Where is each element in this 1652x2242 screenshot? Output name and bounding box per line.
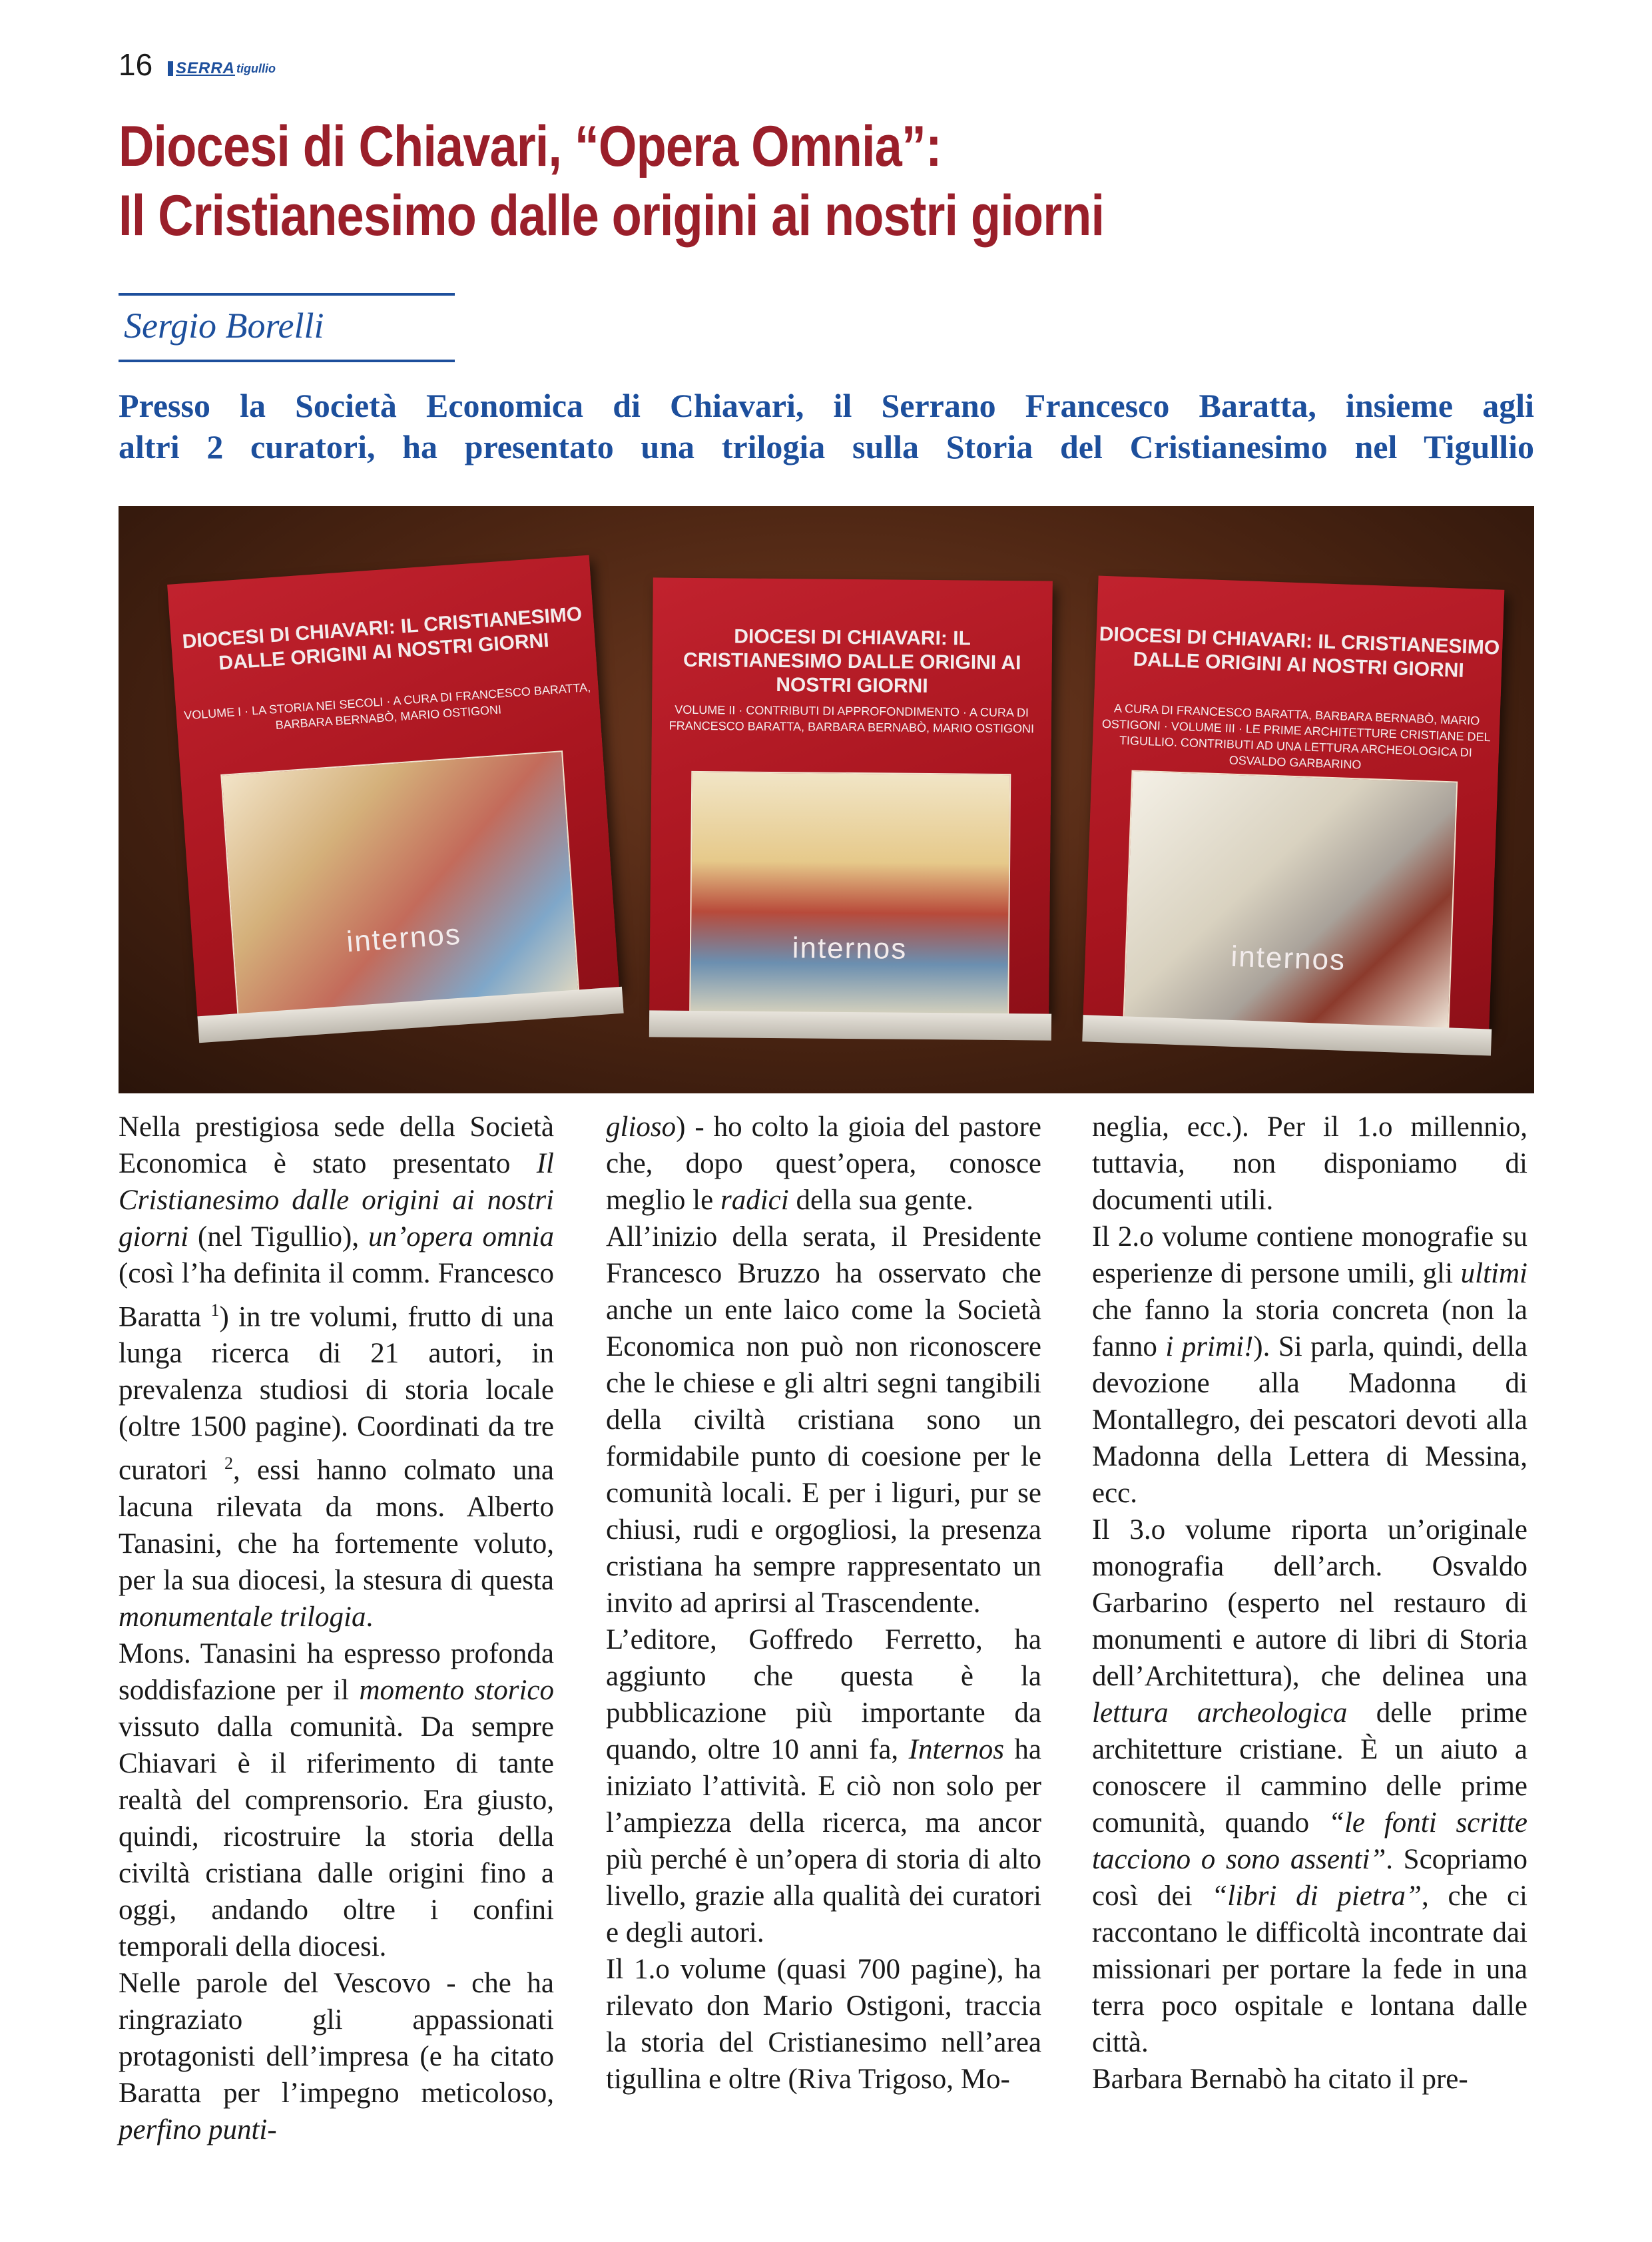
text-run: ha iniziato l’attività. E ciò non solo per l’ampiezza della ricerca, ma ancor più perché è un’opera di storia di alto livello, grazie alla qualità dei curatori e degli autori. — [606, 1734, 1041, 1948]
paragraph — [606, 1109, 1041, 1219]
text-run: neglia, ecc.). Per il 1.o millennio, tuttavia, non disponiamo di documenti utili. — [1092, 1111, 1527, 1216]
book-2-subtitle: VOLUME II · CONTRIBUTI DI APPROFONDIMENTO · A CURA DI FRANCESCO BARATTA, BARBARA BERNABÒ, MARIO OSTIGONI — [669, 702, 1035, 736]
book-3-subtitle: A CURA DI FRANCESCO BARATTA, BARBARA BERNABÒ, MARIO OSTIGONI · VOLUME III · LE PRIME ARCHITETTURE CRISTIANE DEL TIGULLIO. CONTRIBUTI AD UNA LETTURA ARCHEOLOGICA DI OSVALDO GARBARINO — [1101, 701, 1491, 772]
logo-mark-icon — [168, 61, 173, 76]
book-3-publisher: internos — [1230, 940, 1346, 977]
body-column-2 — [606, 1109, 1041, 2098]
italic-text: Il Cristianesimo dalle origini ai nostri giorni — [119, 1148, 554, 1253]
text-run: . — [366, 1601, 374, 1633]
footnote-ref: 2 — [224, 1454, 233, 1474]
body-column-3 — [1092, 1109, 1527, 2098]
book-3-cover-art — [1123, 770, 1458, 1037]
paragraph — [119, 1635, 554, 1965]
text-run: All’inizio della serata, il Presidente Francesco Bruzzo ha osservato che anche un ente laico come la Società Economica non può non riconoscere che le chiese e gli altri segni tangibili della civiltà cristiana sono un formidabile punto di coesione per le comunità locali. E per i liguri, pur se chiusi, rudi e orgogliosi, la presenza cristiana ha sempre rappresentato un invito ad aprirsi al Trascendente. — [606, 1221, 1041, 1619]
book-3-title: DIOCESI DI CHIAVARI: IL CRISTIANESIMO DALLE ORIGINI AI NOSTRI GIORNI — [1099, 623, 1500, 682]
author-rule-bottom — [119, 360, 455, 362]
text-run: Mons. Tanasini ha espresso profonda soddisfazione per il — [119, 1637, 554, 1706]
italic-text: un’opera omnia — [368, 1221, 555, 1253]
text-run: Barbara Bernabò ha citato il pre- — [1092, 2064, 1468, 2095]
article-author: Sergio Borelli — [124, 306, 324, 346]
book-1-title: DIOCESI DI CHIAVARI: IL CRISTIANESIMO DALLE ORIGINI AI NOSTRI GIORNI — [181, 603, 583, 675]
lead-line-2: altri 2 curatori, ha presentato una trilogia sulla Storia del Cristianesimo nel Tigullio — [119, 428, 1534, 465]
italic-text: “le fonti scritte tacciono o sono assenti” — [1092, 1807, 1527, 1875]
paragraph — [119, 1965, 554, 2148]
italic-text: monumentale trilogia — [119, 1601, 366, 1633]
text-run: . Scopriamo così dei — [1092, 1844, 1527, 1912]
magazine-logo — [168, 57, 281, 80]
text-run: ) in tre volumi, frutto di una lunga ricerca di 21 autori, in prevalenza studiosi di storia locale (oltre 1500 pagine). Coordinati da tre curatori — [119, 1301, 554, 1486]
text-run: , che ci raccontano le difficoltà incontrate dai missionari per portare la fede in una terra poco ospitale e lontana dalle città. — [1092, 1880, 1527, 2058]
italic-text: momento storico — [359, 1674, 554, 1706]
text-run: ) - ho colto la gioia del pastore che, dopo quest’opera, conosce meglio le — [606, 1111, 1041, 1216]
books-photo — [119, 506, 1534, 1093]
logo-text-serra: SERRA — [176, 59, 236, 77]
text-run: Il 1.o volume (quasi 700 pagine), ha rilevato don Mario Ostigoni, traccia la storia del Cristianesimo nell’area tigullina e oltre (Riva Trigoso, Mo- — [606, 1954, 1041, 2095]
paragraph — [606, 1951, 1041, 2098]
italic-text: ultimi — [1460, 1258, 1527, 1289]
paragraph — [1092, 1109, 1527, 1219]
text-run: Il 2.o volume contiene monografie su esperienze di persone umili, gli — [1092, 1221, 1527, 1289]
title-line-2: Il Cristianesimo dalle origini ai nostri giorni — [119, 184, 1105, 248]
book-2-cover-art — [689, 771, 1011, 1029]
paragraph — [119, 1109, 554, 1635]
body-column-1 — [119, 1109, 554, 2148]
italic-text: glioso — [606, 1111, 677, 1143]
text-run: che fanno la storia concreta (non la fanno — [1092, 1294, 1527, 1362]
paragraph — [1092, 1219, 1527, 1512]
book-1-cover-art — [220, 750, 581, 1029]
author-rule-top — [119, 293, 455, 296]
article-title — [119, 112, 1344, 250]
italic-text: radici — [720, 1185, 789, 1216]
text-run: vissuto dalla comunità. Da sempre Chiavari è il riferimento di tante realtà del comprensorio. Era giusto, quindi, ricostruire la storia della civiltà cristiana dalle origini fino a oggi, andando oltre i confini temporali della diocesi. — [119, 1711, 554, 1962]
book-2-title: DIOCESI DI CHIAVARI: IL CRISTIANESIMO DALLE ORIGINI AI NOSTRI GIORNI — [683, 625, 1021, 698]
text-run: ). Si parla, quindi, della devozione alla Madonna di Montallegro, dei pescatori devoti alla Madonna della Lettera di Messina, ecc. — [1092, 1331, 1527, 1509]
text-run: (nel Tigullio), — [188, 1221, 368, 1253]
book-volume-2 — [649, 577, 1053, 1013]
italic-text: lettura archeologica — [1092, 1697, 1348, 1729]
italic-text: i primi! — [1165, 1331, 1254, 1362]
page-number: 16 — [119, 47, 153, 82]
lead-line-1: Presso la Società Economica di Chiavari, il Serrano Francesco Baratta, insieme agli — [119, 387, 1534, 424]
book-volume-1 — [167, 555, 619, 1017]
text-run: L’editore, Goffredo Ferretto, ha aggiunto che questa è la pubblicazione più importante da quando, oltre 10 anni fa, — [606, 1624, 1041, 1765]
text-run: Nelle parole del Vescovo - che ha ringraziato gli appassionati protagonisti dell’impresa (e ha citato Baratta per l’impegno meticoloso, — [119, 1967, 554, 2109]
paragraph — [1092, 1512, 1527, 2061]
footnote-ref: 1 — [210, 1300, 220, 1320]
book-1-publisher: internos — [345, 918, 463, 959]
text-run: delle prime architetture cristiane. È un aiuto a conoscere il cammino delle prime comunità, quando — [1092, 1697, 1527, 1838]
paragraph — [1092, 2061, 1527, 2098]
text-run: Nella prestigiosa sede della Società Economica è stato presentato — [119, 1111, 554, 1179]
italic-text: “libri di pietra” — [1211, 1880, 1422, 1912]
title-line-1: Diocesi di Chiavari, “Opera Omnia”: — [119, 115, 942, 178]
paragraph — [606, 1219, 1041, 1621]
italic-text: Internos — [908, 1734, 1004, 1765]
text-run: Il 3.o volume riporta un’originale monografia dell’arch. Osvaldo Garbarino (esperto nel restauro di monumenti e autore di libri di Storia dell’Architettura), che delinea una — [1092, 1514, 1527, 1692]
book-2-publisher: internos — [792, 932, 908, 966]
book-2-pages — [649, 1010, 1051, 1040]
paragraph — [606, 1621, 1041, 1951]
book-volume-3 — [1083, 576, 1505, 1029]
article-lead — [119, 385, 1534, 467]
text-run: della sua gente. — [788, 1185, 973, 1216]
italic-text: perfino punti- — [119, 2113, 277, 2145]
text-run: (così l’ha definita il comm. Francesco Baratta — [119, 1258, 554, 1333]
text-run: , essi hanno colmato una lacuna rilevata da mons. Alberto Tanasini, che ha fortemente voluto, per la sua diocesi, la stesura di questa — [119, 1454, 555, 1596]
book-1-subtitle: VOLUME I · LA STORIA NEI SECOLI · A CURA DI FRANCESCO BARATTA, BARBARA BERNABÒ, MARIO OSTIGONI — [183, 680, 591, 732]
logo-text-tigullio: tigullio — [236, 61, 276, 75]
